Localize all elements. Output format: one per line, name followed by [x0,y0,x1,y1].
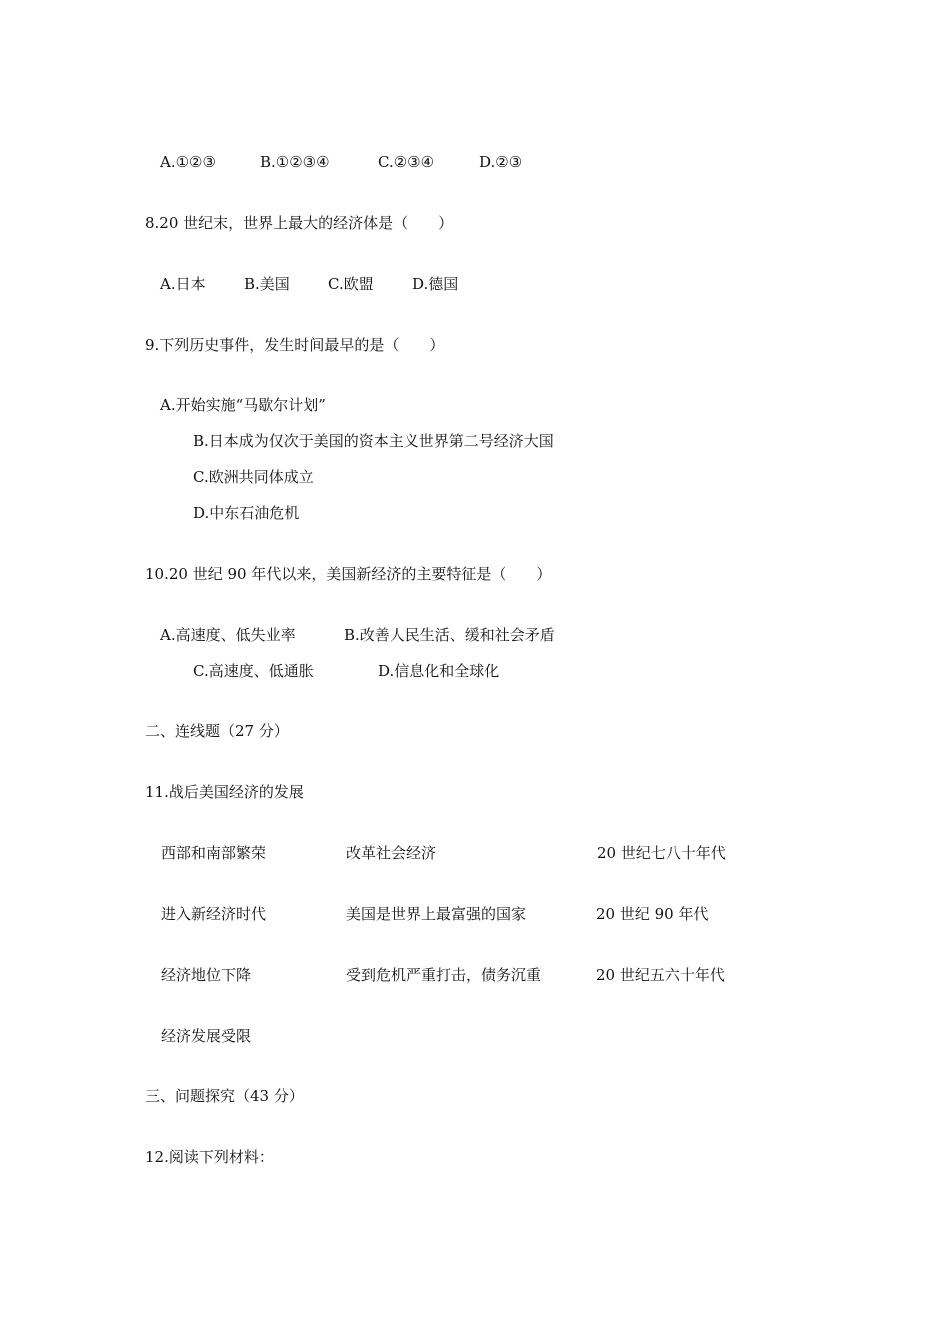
q11-col2-item-1: 改革社会经济 [346,844,437,862]
q9-option-a: A.开始实施“马歇尔计划” [160,396,326,414]
section-2-title: 二、连线题（27 分） [145,722,289,740]
q12-stem: 12.阅读下列材料： [145,1148,274,1166]
q7-option-a: A.①②③ [160,153,216,171]
q8-option-d: D.德国 [412,275,459,293]
q9-stem: 9.下列历史事件，发生时间最早的是（ ） [145,336,445,354]
q8-option-c: C.欧盟 [328,275,374,293]
q9-option-b: B.日本成为仅次于美国的资本主义世界第二号经济大国 [193,432,554,450]
q7-option-c: C.②③④ [378,153,435,171]
q8-stem: 8.20 世纪末，世界上最大的经济体是（ ） [145,214,454,232]
q8-option-a: A.日本 [160,275,206,293]
q7-option-b: B.①②③④ [260,153,330,171]
q8-option-b: B.美国 [244,275,290,293]
q11-stem: 11.战后美国经济的发展 [145,783,304,801]
q11-col1-item-3: 经济地位下降 [161,966,252,984]
q7-option-d: D.②③ [479,153,523,171]
q10-stem: 10.20 世纪 90 年代以来，美国新经济的主要特征是（ ） [145,565,552,583]
q11-col3-item-3: 20 世纪五六十年代 [596,966,725,984]
q11-col3-item-2: 20 世纪 90 年代 [596,905,709,923]
q11-col1-item-2: 进入新经济时代 [161,905,267,923]
q11-col2-item-3: 受到危机严重打击，债务沉重 [346,966,542,984]
q10-option-c: C.高速度、低通胀 [193,662,314,680]
q11-col3-item-1: 20 世纪七八十年代 [597,844,726,862]
q10-option-d: D.信息化和全球化 [378,662,500,680]
q11-col2-item-2: 美国是世界上最富强的国家 [346,905,527,923]
q9-option-d: D.中东石油危机 [193,504,300,522]
q11-col1-item-4: 经济发展受限 [161,1027,252,1045]
q11-col1-item-1: 西部和南部繁荣 [161,844,267,862]
q9-option-c: C.欧洲共同体成立 [193,468,314,486]
section-3-title: 三、问题探究（43 分） [145,1087,304,1105]
q10-option-a: A.高速度、低失业率 [160,626,296,644]
q10-option-b: B.改善人民生活、缓和社会矛盾 [344,626,555,644]
